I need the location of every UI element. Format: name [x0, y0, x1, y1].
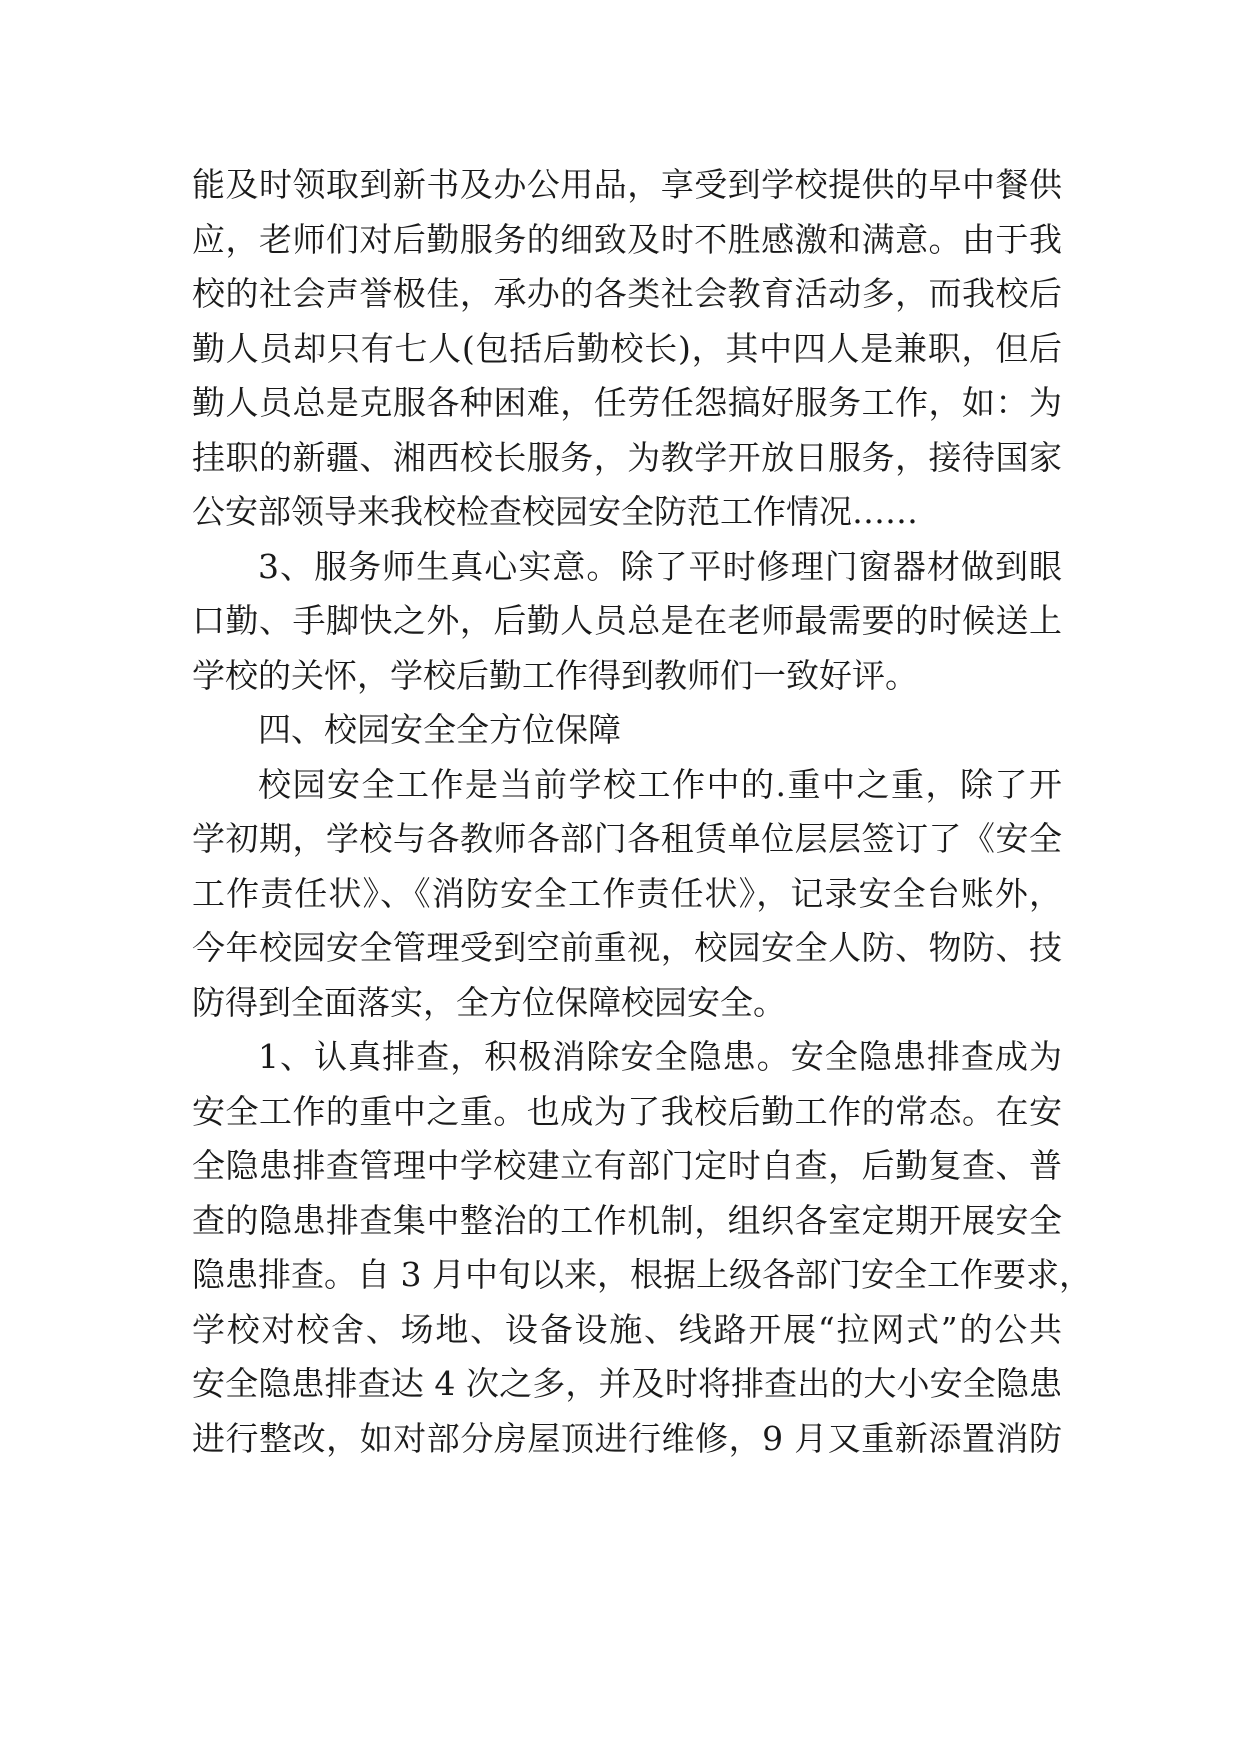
text-line: 四、校园安全全方位保障	[258, 710, 621, 749]
text-line: 进行整改，如对部分房屋顶进行维修，9 月又重新添置消防	[192, 1418, 1062, 1458]
text-line: 学校的关怀，学校后勤工作得到教师们一致好评。	[192, 655, 918, 695]
document-body	[192, 158, 1092, 1466]
text-line: 查的隐患排查集中整治的工作机制，组织各室定期开展安全	[192, 1200, 1062, 1240]
text-line: 工作责任状》、《消防安全工作责任状》，记录安全台账外，	[192, 873, 1062, 913]
text-line: 防得到全面落实，全方位保障校园安全。	[192, 982, 786, 1022]
text-line: 隐患排查。自 3 月中旬以来，根据上级各部门安全工作要求，	[192, 1255, 1092, 1294]
text-line: 挂职的新疆、湘西校长服务，为教学开放日服务，接待国家	[192, 437, 1062, 477]
text-line: 能及时领取到新书及办公用品，享受到学校提供的早中餐供	[192, 165, 1062, 204]
text-line: 勤人员却只有七人(包括后勤校长)，其中四人是兼职，但后	[192, 328, 1062, 368]
text-line: 校园安全工作是当前学校工作中的.重中之重，除了开	[258, 764, 1062, 804]
text-line: 全隐患排查管理中学校建立有部门定时自查，后勤复查、普	[192, 1146, 1062, 1185]
text-line: 口勤、手脚快之外，后勤人员总是在老师最需要的时候送上	[192, 601, 1062, 640]
text-line: 今年校园安全管理受到空前重视，校园安全人防、物防、技	[192, 928, 1062, 967]
text-line: 应，老师们对后勤服务的细致及时不胜感激和满意。由于我	[192, 219, 1062, 259]
text-line: 校的社会声誉极佳，承办的各类社会教育活动多，而我校后	[192, 274, 1062, 313]
text-line: 勤人员总是克服各种困难，任劳任怨搞好服务工作，如：为	[192, 383, 1062, 422]
text-line: 安全工作的重中之重。也成为了我校后勤工作的常态。在安	[192, 1091, 1062, 1131]
text-line: 公安部领导来我校检查校园安全防范工作情况……	[192, 492, 918, 531]
text-line: 1、认真排查，积极消除安全隐患。安全隐患排查成为	[258, 1037, 1062, 1076]
text-line: 学校对校舍、场地、设备设施、线路开展“拉网式”的公共	[192, 1309, 1062, 1349]
text-line: 学初期，学校与各教师各部门各租赁单位层层签订了《安全	[192, 819, 1062, 858]
text-line: 3、服务师生真心实意。除了平时修理门窗器材做到眼	[258, 546, 1062, 586]
text-line: 安全隐患排查达 4 次之多，并及时将排查出的大小安全隐患	[192, 1364, 1062, 1403]
